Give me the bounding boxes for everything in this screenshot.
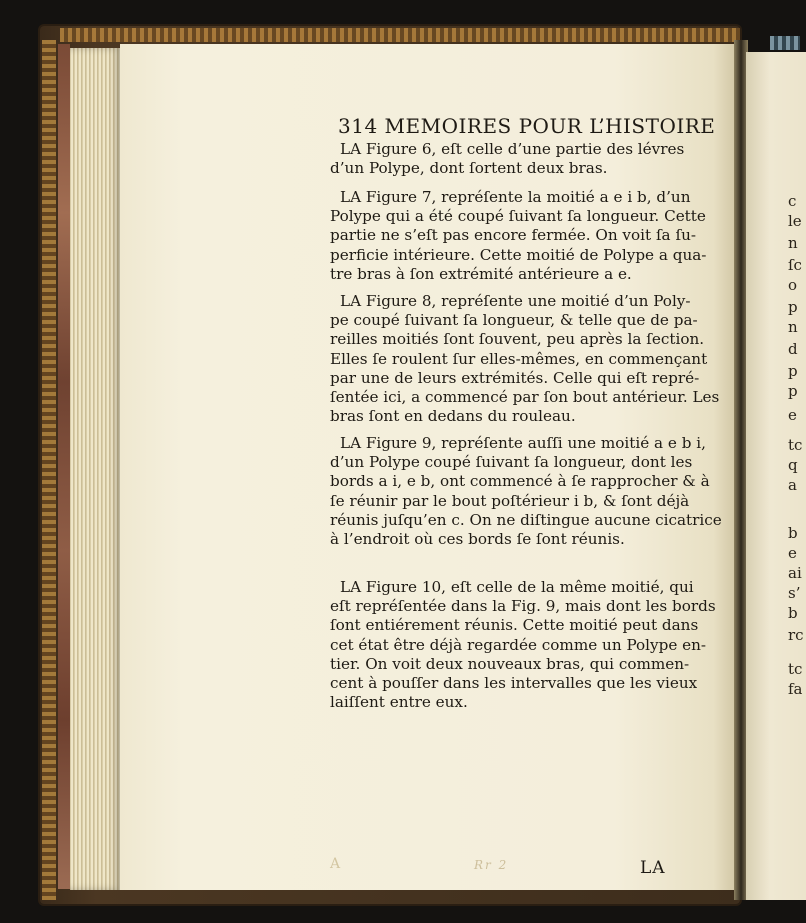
- right-page-fragment: p: [788, 382, 798, 400]
- right-page-fragment: fa: [788, 680, 803, 698]
- gilt-edge-left: [42, 40, 56, 900]
- body-line: ſe réunir par le bout poſtérieur i b, & ſont déjà: [330, 491, 690, 510]
- right-page-fragment: e: [788, 406, 797, 424]
- right-page-fragment: tc: [788, 660, 803, 678]
- body-line: bords a i, e b, ont commencé à ſe rapprocher & à: [330, 472, 710, 491]
- body-line: par une de leurs extrémités. Celle qui eſt repré-: [330, 368, 700, 387]
- right-page-fragment: n: [788, 318, 798, 336]
- right-page-fragment: n: [788, 234, 798, 252]
- right-page-fragment: s’: [788, 584, 801, 602]
- body-line: ſont entiérement réunis. Cette moitié peut dans: [330, 616, 699, 635]
- right-page-fragment: ai: [788, 564, 802, 582]
- right-page-fragment: le: [788, 212, 802, 230]
- page-header: 314 MEMOIRES POUR L’HISTOIRE: [338, 114, 716, 138]
- body-line: d’un Polype coupé ſuivant ſa longueur, dont les: [330, 453, 693, 472]
- body-line: reilles moitiés ſont ſouvent, peu après la ſection.: [330, 330, 705, 349]
- right-page-fragment: rc: [788, 626, 804, 644]
- body-line: eſt repréſentée dans la Fig. 9, mais dont les bords: [330, 597, 716, 616]
- catchword: LA: [640, 858, 666, 878]
- body-line: Polype qui a été coupé ſuivant ſa longueur. Cette: [330, 207, 706, 226]
- right-page-fragment: q: [788, 456, 798, 474]
- body-line: LA Figure 7, repréſente la moitié a e i b, d’un: [340, 188, 691, 206]
- body-line: cent à pouſſer dans les intervalles que les vieux: [330, 674, 698, 692]
- body-line: d’un Polype, dont ſortent deux bras.: [330, 159, 608, 178]
- body-line: à l’endroit où ces bords ſe ſont réunis.: [330, 530, 625, 548]
- body-line: pe coupé ſuivant ſa longueur, & telle que de pa-: [330, 311, 698, 330]
- body-line: tre bras à ſon extrémité antérieure a e.: [330, 264, 632, 283]
- body-line: tier. On voit deux nouveaux bras, qui commen-: [330, 654, 690, 673]
- page-edges: [70, 48, 122, 890]
- body-line: Elles ſe roulent ſur elles-mêmes, en commençant: [330, 349, 708, 368]
- body-line: LA Figure 9, repréſente auſſi une moitié a e b i,: [340, 434, 706, 452]
- right-page-fragment: a: [788, 476, 797, 494]
- right-page-fragment: b: [788, 604, 798, 622]
- right-page-fragment: c: [788, 192, 797, 210]
- body-line: réunis juſqu’en c. On ne diſtingue aucune cicatrice: [330, 510, 722, 529]
- gilt-edge-top: [60, 28, 740, 42]
- body-line: perficie intérieure. Cette moitié de Polype a qua-: [330, 245, 707, 264]
- marbled-edge: [58, 44, 70, 889]
- body-line: bras ſont en dedans du rouleau.: [330, 407, 576, 426]
- body-line: LA Figure 6, eſt celle d’une partie des lévres: [340, 140, 685, 158]
- right-page-fragment: ſc: [788, 256, 802, 274]
- body-line: LA Figure 10, eſt celle de la même moitié, qui: [340, 578, 694, 596]
- right-page-fragment: b: [788, 524, 798, 542]
- right-page-fragment: d: [788, 340, 798, 358]
- body-line: cet état être déjà regardée comme un Polype en-: [330, 635, 707, 654]
- right-gilt-edge: [770, 36, 800, 50]
- body-line: laiſſent entre eux.: [330, 693, 468, 712]
- body-line: partie ne s’eſt pas encore fermée. On voit ſa ſu-: [330, 226, 696, 245]
- signature-mark: Rr 2: [474, 858, 509, 872]
- body-line: ſentée ici, a commencé par ſon bout antérieur. Les: [330, 388, 720, 406]
- right-page-edge: [746, 52, 806, 900]
- right-page-fragment: e: [788, 544, 797, 562]
- right-page-fragment: p: [788, 362, 798, 380]
- right-page-fragment: tc: [788, 436, 803, 454]
- show-through-mark: A: [330, 856, 341, 872]
- right-page-fragment: p: [788, 298, 798, 316]
- right-page-fragment: o: [788, 276, 798, 294]
- body-line: LA Figure 8, repréſente une moitié d’un Poly-: [340, 292, 691, 310]
